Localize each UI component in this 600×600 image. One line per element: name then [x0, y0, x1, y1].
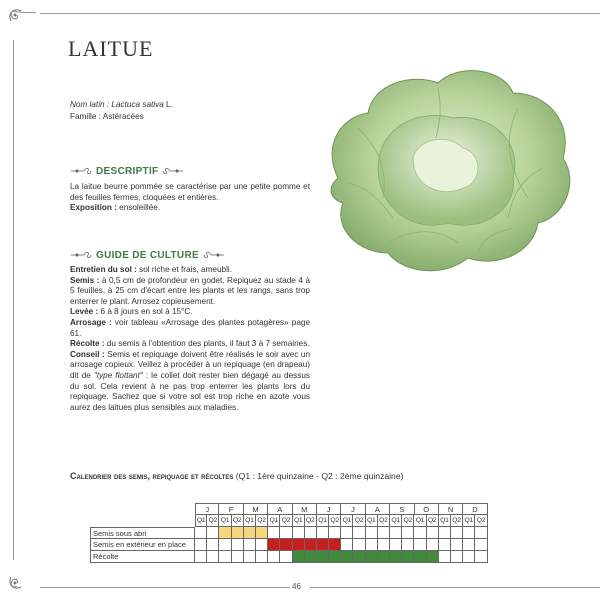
guide-item-label: Récolte :: [70, 339, 105, 349]
guide-item-text: 6 à 8 jours en sol à 15°C.: [98, 307, 193, 317]
calendar-month-header: D: [463, 503, 487, 515]
calendar-cell-empty: [402, 527, 414, 539]
calendar-cell-empty: [463, 551, 475, 563]
guide-item-label: Semis :: [70, 275, 100, 285]
calendar-cell-empty: [305, 527, 317, 539]
corner-flourish-icon-bottom-left: [6, 562, 36, 592]
calendar-month-header: M: [244, 503, 268, 515]
calendar-cell-empty: [232, 551, 244, 563]
calendar-cell-empty: [390, 527, 402, 539]
calendar-title: [70, 471, 403, 481]
calendar-cell-empty: [451, 539, 463, 551]
calendar-quinzaine-header: Q2: [427, 515, 439, 527]
calendar-cell-empty: [402, 539, 414, 551]
guide-item-text: à 0,5 cm de profondeur en godet. Repiquez au stade 4 à 5 feuilles, à 25 cm d'écart entre les plants et les rangs, sans trop enterrer le plant. Arrosez copieusement.: [70, 275, 311, 306]
calendar-cell-empty: [439, 551, 451, 563]
calendar-corner-blank: [90, 515, 195, 527]
calendar-activity-row: [90, 551, 488, 563]
calendar-cell-empty: [268, 551, 280, 563]
guide-item-text: du semis à l'obtention des plants, il faut 3 à 7 semaines.: [104, 339, 310, 349]
frame-bottom-rule-right: [310, 587, 600, 588]
guide-item-label: Conseil :: [70, 349, 105, 359]
exposition-value: ensoleillée.: [116, 203, 161, 213]
calendar-quinzaine-header: Q1: [244, 515, 256, 527]
calendar-cell-empty: [195, 551, 207, 563]
calendar-cell-empty: [475, 527, 487, 539]
guide-item-label: Entretien du sol :: [70, 265, 137, 274]
calendar-cell-empty: [329, 527, 341, 539]
calendar-cell-active: [390, 551, 402, 563]
calendar-quinzaine-header: Q1: [390, 515, 402, 527]
calendar-cell-empty: [341, 527, 353, 539]
guide-item-text: voir tableau «Arrosage des plantes potagères» page 61.: [70, 317, 310, 338]
calendar-quinzaine-header: Q1: [219, 515, 231, 527]
calendar-month-header: J: [317, 503, 341, 515]
guide-item-label: Arrosage :: [70, 317, 112, 327]
page-title: LAITUE: [68, 36, 154, 61]
calendar-cell-empty: [378, 539, 390, 551]
calendar-title-note: (Q1 : 1ère quinzaine - Q2 : 2ème quinzaine): [233, 471, 404, 481]
calendar-quinzaine-header: Q2: [451, 515, 463, 527]
calendar-cell-empty: [268, 527, 280, 539]
corner-flourish-icon-top-left: [6, 6, 36, 36]
calendar-cell-empty: [475, 551, 487, 563]
calendar-cell-empty: [256, 539, 268, 551]
calendar-cell-empty: [451, 527, 463, 539]
calendar-cell-empty: [219, 551, 231, 563]
latin-name: Lactuca sativa: [111, 100, 164, 109]
calendar-row-label: Semis sous abri: [90, 527, 195, 539]
calendar-month-header: F: [219, 503, 243, 515]
calendar-cell-empty: [366, 527, 378, 539]
guide-item-semis: [70, 276, 310, 308]
calendar-cell-empty: [463, 527, 475, 539]
calendar-cell-active: [232, 527, 244, 539]
calendar-cell-empty: [317, 527, 329, 539]
calendar-cell-empty: [280, 527, 292, 539]
calendar-cell-empty: [427, 539, 439, 551]
calendar-quinzaine-header: Q1: [463, 515, 475, 527]
family-line: Famille : Astéracées: [70, 112, 144, 121]
calendar-cell-empty: [219, 539, 231, 551]
guide-item-levee: [70, 307, 310, 318]
calendar-month-header: O: [415, 503, 439, 515]
calendar-cell-empty: [366, 539, 378, 551]
calendar-cell-active: [256, 527, 268, 539]
calendar-quinzaine-header: Q2: [256, 515, 268, 527]
calendar-corner-blank: [90, 503, 195, 515]
calendar-row-label: Semis en extérieur en place: [90, 539, 195, 551]
calendar-cell-active: [280, 539, 292, 551]
calendar-cell-empty: [439, 527, 451, 539]
sowing-calendar-table: [90, 503, 488, 563]
guide-item-recolte: [70, 339, 310, 350]
calendar-quinzaine-header: Q1: [439, 515, 451, 527]
descriptif-title: DESCRIPTIF: [96, 165, 159, 177]
calendar-quinzaine-header: Q1: [268, 515, 280, 527]
calendar-cell-empty: [256, 551, 268, 563]
calendar-cell-active: [402, 551, 414, 563]
calendar-cell-active: [427, 551, 439, 563]
calendar-cell-empty: [195, 527, 207, 539]
exposition-label: Exposition :: [70, 203, 117, 213]
calendar-month-header: A: [268, 503, 292, 515]
calendar-quinzaine-header: Q1: [317, 515, 329, 527]
calendar-cell-empty: [414, 527, 426, 539]
calendar-activity-row: [90, 527, 488, 539]
calendar-cell-active: [244, 527, 256, 539]
calendar-cell-active: [329, 551, 341, 563]
guide-item-text: sol riche et frais, ameubli.: [136, 265, 232, 274]
calendar-cell-empty: [353, 539, 365, 551]
guide-heading: [70, 248, 225, 262]
calendar-cell-empty: [451, 551, 463, 563]
calendar-cell-empty: [439, 539, 451, 551]
calendar-quinzaine-header: Q1: [341, 515, 353, 527]
calendar-cell-active: [305, 539, 317, 551]
calendar-cell-empty: [414, 539, 426, 551]
calendar-cell-active: [329, 539, 341, 551]
guide-item-conseil: [70, 350, 310, 414]
frame-bottom-rule: [40, 587, 290, 588]
vine-ornament-icon: [70, 250, 92, 260]
calendar-cell-active: [414, 551, 426, 563]
calendar-cell-empty: [232, 539, 244, 551]
calendar-cell-empty: [207, 527, 219, 539]
calendar-quinzaine-header: Q1: [414, 515, 426, 527]
frame-left-rule: [13, 40, 14, 560]
calendar-month-row: [90, 503, 488, 515]
calendar-cell-active: [378, 551, 390, 563]
calendar-cell-empty: [378, 527, 390, 539]
vine-ornament-icon: [162, 166, 184, 176]
calendar-cell-empty: [390, 539, 402, 551]
guide-body: [70, 265, 310, 413]
calendar-quinzaine-header: Q2: [329, 515, 341, 527]
guide-item-text: Semis et repiquage doivent être réalisés le soir avec un arrosage copieux. Veillez à procéder à un repiquage (en drapeau) dit de: [70, 349, 311, 380]
calendar-cell-active: [341, 551, 353, 563]
calendar-cell-empty: [244, 551, 256, 563]
calendar-month-header: J: [341, 503, 365, 515]
calendar-cell-active: [317, 551, 329, 563]
calendar-cell-active: [317, 539, 329, 551]
page-number: 46: [292, 582, 301, 591]
vine-ornament-icon: [70, 166, 92, 176]
calendar-quinzaine-header: Q2: [402, 515, 414, 527]
calendar-quinzaine-header: Q1: [293, 515, 305, 527]
type-flottant-term: "type flottant": [93, 370, 143, 380]
calendar-cell-empty: [195, 539, 207, 551]
calendar-quinzaine-row: [90, 515, 488, 527]
calendar-cell-active: [293, 551, 305, 563]
calendar-cell-active: [353, 551, 365, 563]
calendar-cell-active: [219, 527, 231, 539]
calendar-month-header: S: [390, 503, 414, 515]
calendar-quinzaine-header: Q2: [378, 515, 390, 527]
calendar-row-label: Récolte: [90, 551, 195, 563]
calendar-activity-row: [90, 539, 488, 551]
descriptif-heading: [70, 164, 184, 178]
calendar-quinzaine-header: Q2: [353, 515, 365, 527]
calendar-quinzaine-header: Q2: [475, 515, 487, 527]
latin-label: Nom latin :: [70, 100, 110, 109]
calendar-cell-empty: [463, 539, 475, 551]
calendar-cell-active: [268, 539, 280, 551]
calendar-quinzaine-header: Q2: [280, 515, 292, 527]
calendar-quinzaine-header: Q2: [305, 515, 317, 527]
conseil-rest-text: : le collet doit rester bien dégagé au dessus du sol. Cela revient à ne pas trop enterrer les plants lors du repiquage. Sachez que si votre sol est trop riche en azote vous aurez des laitues plus sensibles aux maladies.: [70, 370, 310, 412]
vine-ornament-icon: [203, 250, 225, 260]
calendar-quinzaine-header: Q2: [207, 515, 219, 527]
calendar-cell-empty: [280, 551, 292, 563]
guide-item-sol: [70, 265, 310, 276]
calendar-cell-active: [366, 551, 378, 563]
frame-top-rule: [40, 13, 600, 14]
calendar-cell-empty: [244, 539, 256, 551]
calendar-month-header: N: [439, 503, 463, 515]
lettuce-illustration: [318, 58, 580, 280]
guide-item-label: Levée :: [70, 307, 99, 317]
calendar-title-caps: Calendrier des semis, repiquage et récoltes: [70, 471, 234, 481]
calendar-month-header: M: [293, 503, 317, 515]
calendar-cell-empty: [353, 527, 365, 539]
calendar-quinzaine-header: Q2: [232, 515, 244, 527]
calendar-cell-empty: [293, 527, 305, 539]
calendar-cell-empty: [341, 539, 353, 551]
guide-title: GUIDE DE CULTURE: [96, 249, 199, 261]
calendar-cell-empty: [427, 527, 439, 539]
latin-suffix: L.: [163, 100, 173, 109]
calendar-cell-active: [305, 551, 317, 563]
calendar-quinzaine-header: Q1: [195, 515, 207, 527]
calendar-cell-empty: [207, 539, 219, 551]
calendar-month-header: A: [366, 503, 390, 515]
calendar-quinzaine-header: Q1: [366, 515, 378, 527]
botanical-info: [70, 99, 173, 123]
descriptif-body: [70, 182, 310, 214]
descriptif-text: La laitue beurre pommée se caractérise par une petite pomme et des feuilles fermes, cloquées et entières.: [70, 182, 310, 202]
calendar-month-header: J: [195, 503, 219, 515]
calendar-cell-empty: [475, 539, 487, 551]
calendar-cell-active: [293, 539, 305, 551]
guide-item-arrosage: [70, 318, 310, 339]
calendar-cell-empty: [207, 551, 219, 563]
